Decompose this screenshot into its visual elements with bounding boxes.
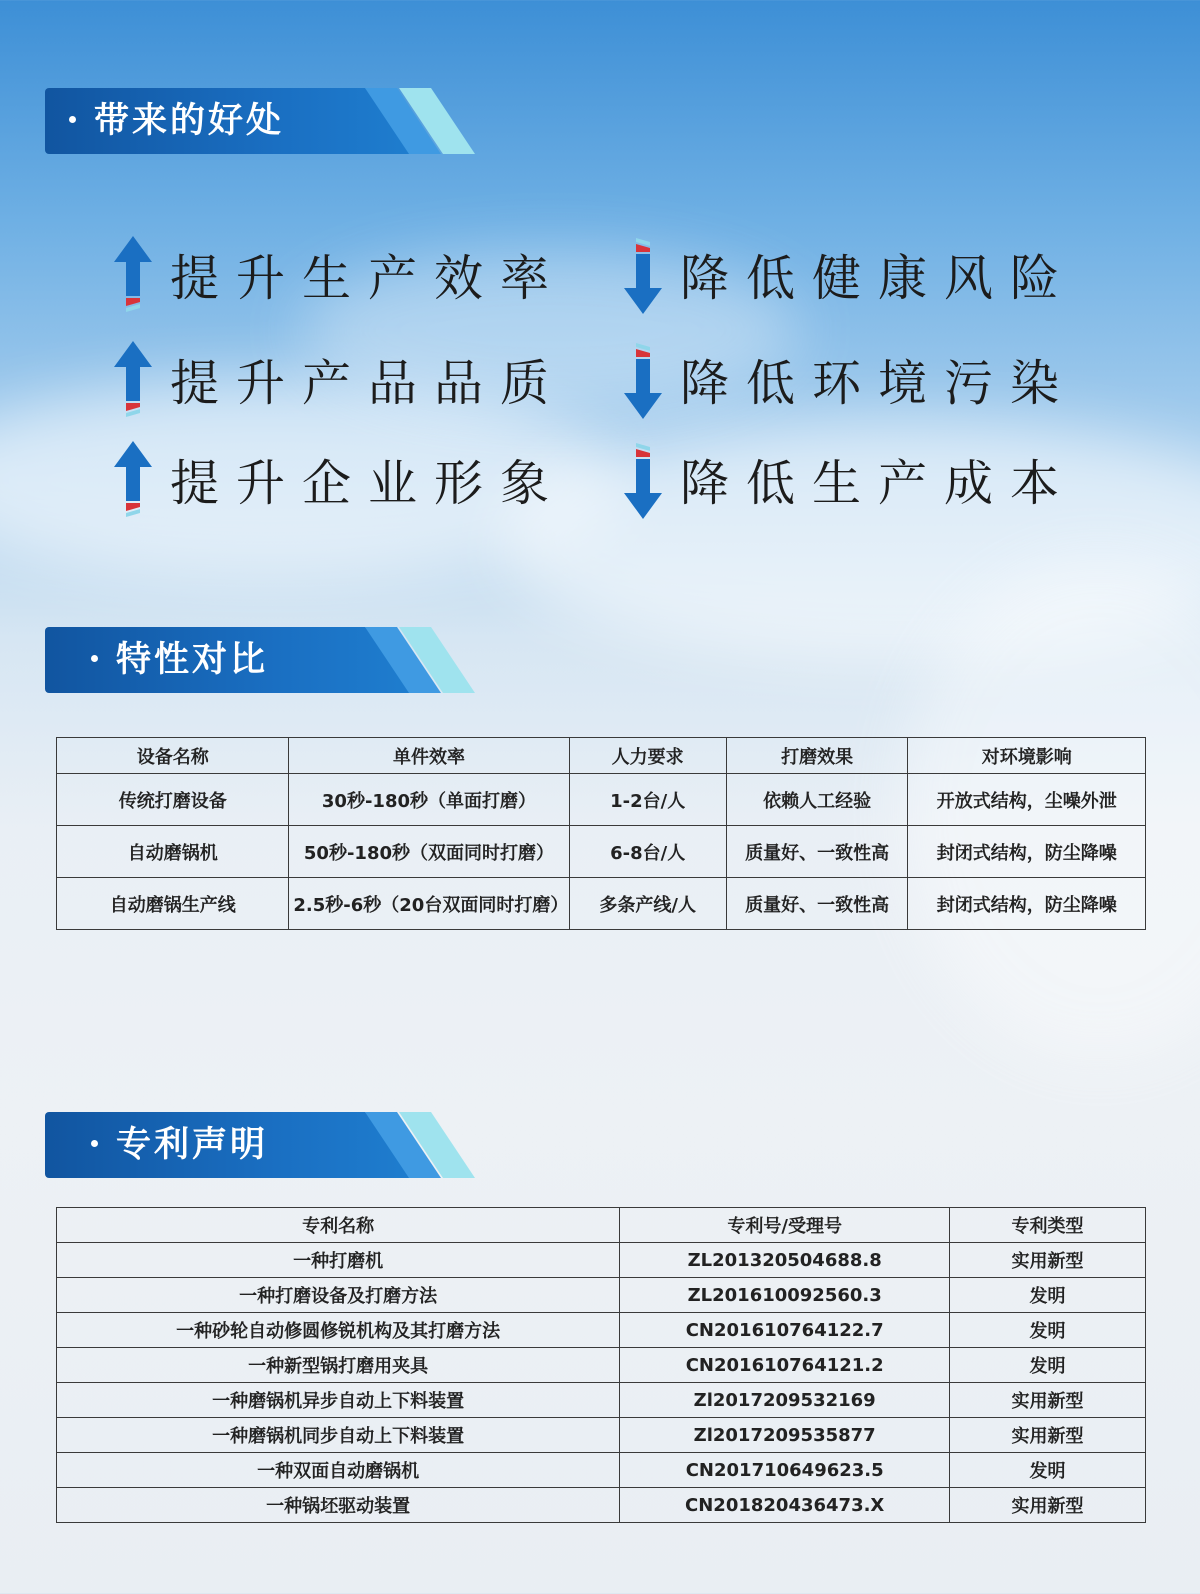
- column-header: 专利号/受理号: [620, 1208, 950, 1243]
- benefits-grid: [112, 230, 1112, 530]
- table-cell: CN201610764121.2: [620, 1348, 950, 1383]
- benefit-item-down: [622, 435, 1076, 525]
- benefit-text: 提升生产效率: [170, 250, 567, 307]
- table-cell: 依赖人工经验: [726, 774, 908, 826]
- table-cell: 实用新型: [950, 1488, 1146, 1523]
- table-cell: 发明: [950, 1348, 1146, 1383]
- section-header-patents: [45, 1112, 465, 1178]
- table-row: [57, 1278, 1146, 1313]
- section-title-text: 特性对比: [116, 639, 269, 680]
- benefit-item-down: [622, 335, 1076, 425]
- table-header-row: [57, 1208, 1146, 1243]
- table-row: [57, 878, 1146, 930]
- table-cell: 一种新型锅打磨用夹具: [57, 1348, 620, 1383]
- table-cell: 一种磨锅机同步自动上下料装置: [57, 1418, 620, 1453]
- bullet-dot-icon: [91, 655, 98, 662]
- benefit-item-up: [112, 335, 566, 425]
- section-title-text: 专利声明: [116, 1124, 269, 1165]
- table-cell: 实用新型: [950, 1243, 1146, 1278]
- table-cell: 实用新型: [950, 1383, 1146, 1418]
- column-header: 人力要求: [569, 738, 726, 774]
- table-cell: 一种锅坯驱动装置: [57, 1488, 620, 1523]
- benefit-item-up: [112, 435, 566, 525]
- patent-table: [56, 1207, 1146, 1523]
- benefit-item-down: [622, 230, 1076, 320]
- table-cell: 30秒-180秒（单面打磨）: [289, 774, 569, 826]
- table-cell: 一种磨锅机异步自动上下料装置: [57, 1383, 620, 1418]
- table-cell: 发明: [950, 1313, 1146, 1348]
- section-header-benefits: [45, 88, 465, 154]
- section-title: [91, 627, 268, 693]
- table-cell: 开放式结构，尘噪外泄: [908, 774, 1146, 826]
- table-cell: 多条产线/人: [569, 878, 726, 930]
- comparison-table: [56, 737, 1146, 930]
- table-cell: 2.5秒-6秒（20台双面同时打磨）: [289, 878, 569, 930]
- table-cell: CN201710649623.5: [620, 1453, 950, 1488]
- benefit-text: 提升产品品质: [170, 355, 567, 412]
- table-row: [57, 1243, 1146, 1278]
- section-title: [69, 88, 284, 154]
- table-row: [57, 1313, 1146, 1348]
- arrow-down-icon: [622, 441, 664, 519]
- column-header: 专利类型: [950, 1208, 1146, 1243]
- arrow-up-icon: [112, 441, 154, 519]
- column-header: 单件效率: [289, 738, 569, 774]
- table-cell: 质量好、一致性高: [726, 826, 908, 878]
- table-cell: 封闭式结构，防尘降噪: [908, 826, 1146, 878]
- table-cell: 50秒-180秒（双面同时打磨）: [289, 826, 569, 878]
- benefit-text: 降低环境污染: [680, 355, 1077, 412]
- table-cell: ZL201320504688.8: [620, 1243, 950, 1278]
- table-cell: 自动磨锅机: [57, 826, 289, 878]
- table-row: [57, 1453, 1146, 1488]
- table-header-row: [57, 738, 1146, 774]
- arrow-down-icon: [622, 236, 664, 314]
- benefit-text: 降低健康风险: [680, 250, 1077, 307]
- table-cell: 传统打磨设备: [57, 774, 289, 826]
- table-cell: 质量好、一致性高: [726, 878, 908, 930]
- table-row: [57, 1488, 1146, 1523]
- bullet-dot-icon: [91, 1140, 98, 1147]
- table-cell: 6-8台/人: [569, 826, 726, 878]
- table-cell: 1-2台/人: [569, 774, 726, 826]
- table-cell: 一种打磨设备及打磨方法: [57, 1278, 620, 1313]
- arrow-up-icon: [112, 341, 154, 419]
- table-cell: 自动磨锅生产线: [57, 878, 289, 930]
- section-title-text: 带来的好处: [94, 100, 285, 141]
- arrow-down-icon: [622, 341, 664, 419]
- section-header-comparison: [45, 627, 465, 693]
- table-cell: 发明: [950, 1278, 1146, 1313]
- benefit-item-up: [112, 230, 566, 320]
- table-cell: 封闭式结构，防尘降噪: [908, 878, 1146, 930]
- benefit-text: 提升企业形象: [170, 455, 567, 512]
- column-header: 打磨效果: [726, 738, 908, 774]
- table-row: [57, 1418, 1146, 1453]
- table-row: [57, 774, 1146, 826]
- table-cell: 发明: [950, 1453, 1146, 1488]
- column-header: 专利名称: [57, 1208, 620, 1243]
- table-cell: Zl2017209532169: [620, 1383, 950, 1418]
- table-row: [57, 1383, 1146, 1418]
- table-cell: Zl2017209535877: [620, 1418, 950, 1453]
- column-header: 设备名称: [57, 738, 289, 774]
- table-cell: CN201820436473.X: [620, 1488, 950, 1523]
- table-cell: 一种打磨机: [57, 1243, 620, 1278]
- bullet-dot-icon: [69, 116, 76, 123]
- table-cell: 一种砂轮自动修圆修锐机构及其打磨方法: [57, 1313, 620, 1348]
- table-row: [57, 826, 1146, 878]
- benefit-text: 降低生产成本: [680, 455, 1077, 512]
- table-cell: 一种双面自动磨锅机: [57, 1453, 620, 1488]
- table-cell: ZL201610092560.3: [620, 1278, 950, 1313]
- column-header: 对环境影响: [908, 738, 1146, 774]
- section-title: [91, 1112, 268, 1178]
- arrow-up-icon: [112, 236, 154, 314]
- table-cell: 实用新型: [950, 1418, 1146, 1453]
- table-row: [57, 1348, 1146, 1383]
- table-cell: CN201610764122.7: [620, 1313, 950, 1348]
